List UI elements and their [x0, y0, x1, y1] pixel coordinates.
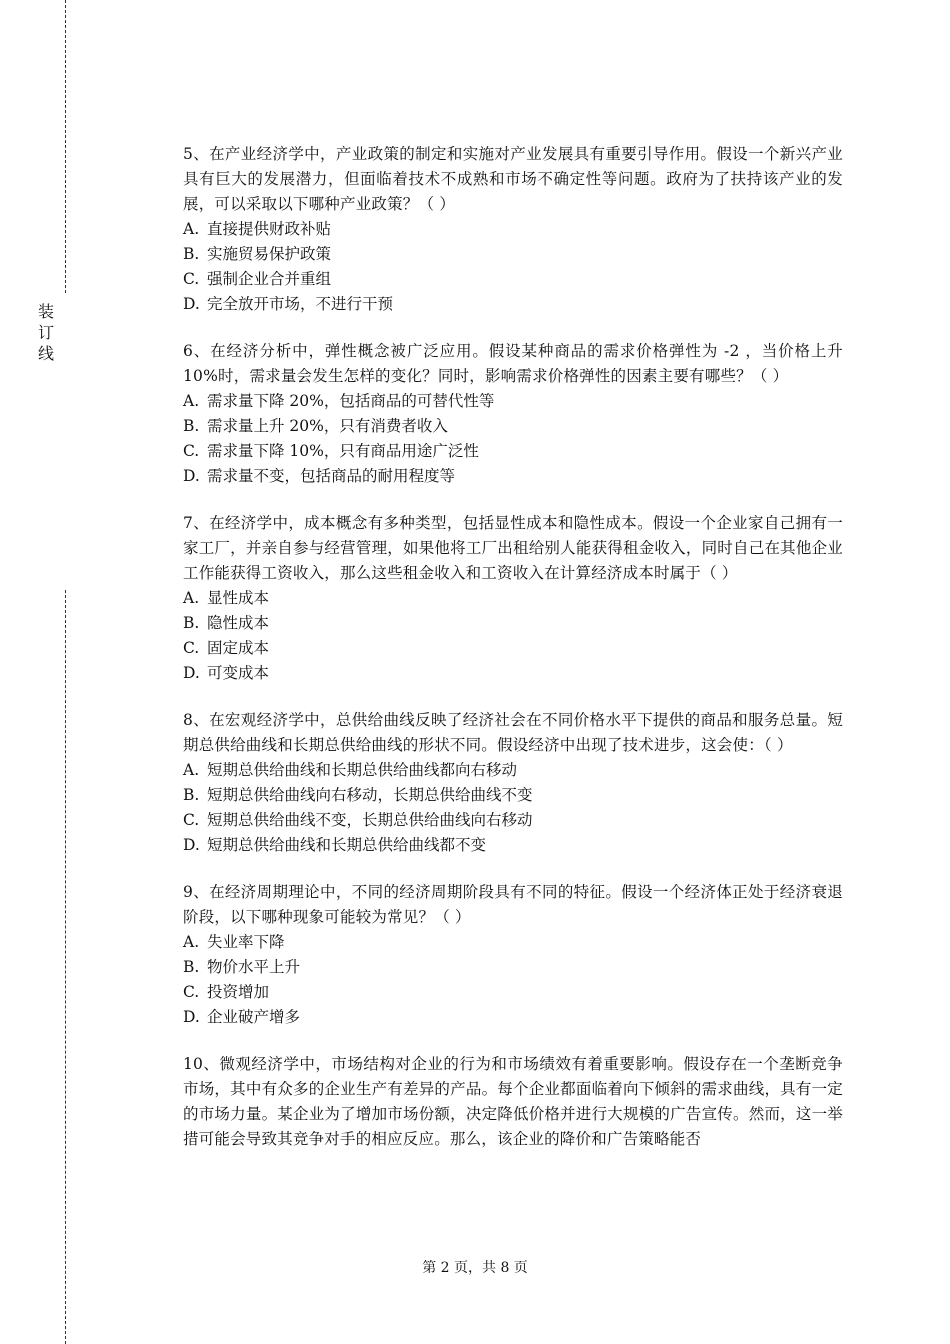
option-letter: C.: [183, 442, 200, 460]
question-stem: 8、在宏观经济学中，总供给曲线反映了经济社会在不同价格水平下提供的商品和服务总量。短期总供给曲线和长期总供给曲线的形状不同。假设经济中出现了技术进步，这会使：（ ）: [183, 711, 843, 754]
option-text: 完全放开市场，不进行干预: [207, 295, 394, 313]
option-b[interactable]: [183, 611, 843, 636]
option-letter: D.: [183, 1008, 200, 1026]
option-text: 固定成本: [207, 639, 270, 657]
option-letter: C.: [183, 811, 200, 829]
option-text: 需求量不变，包括商品的耐用程度等: [207, 467, 456, 485]
option-text: 实施贸易保护政策: [207, 245, 332, 263]
option-letter: C.: [183, 983, 200, 1001]
option-b[interactable]: [183, 242, 843, 267]
option-a[interactable]: [183, 217, 843, 242]
binding-line-bottom: [65, 590, 66, 1344]
option-text: 短期总供给曲线和长期总供给曲线都向右移动: [207, 761, 518, 779]
question-stem: 6、在经济分析中，弹性概念被广泛应用。假设某种商品的需求价格弹性为 -2 ，当价格上升 10%时，需求量会发生怎样的变化？同时，影响需求价格弹性的因素主要有哪些？（ ）: [183, 342, 843, 385]
option-letter: D.: [183, 664, 200, 682]
option-b[interactable]: [183, 414, 843, 439]
option-text: 短期总供给曲线和长期总供给曲线都不变: [207, 836, 487, 854]
option-a[interactable]: [183, 586, 843, 611]
option-c[interactable]: [183, 439, 843, 464]
option-d[interactable]: [183, 833, 843, 858]
option-letter: A.: [183, 933, 200, 951]
option-text: 隐性成本: [207, 614, 270, 632]
option-text: 短期总供给曲线不变，长期总供给曲线向右移动: [207, 811, 533, 829]
page-footer: 第 2 页，共 8 页: [422, 1260, 528, 1276]
question-8: [183, 708, 843, 858]
option-letter: A.: [183, 761, 200, 779]
option-letter: D.: [183, 295, 200, 313]
option-a[interactable]: [183, 389, 843, 414]
option-letter: A.: [183, 589, 200, 607]
option-letter: A.: [183, 392, 200, 410]
option-letter: C.: [183, 639, 200, 657]
option-text: 投资增加: [207, 983, 270, 1001]
option-text: 需求量下降 20%，包括商品的可替代性等: [207, 392, 495, 410]
question-list: [183, 142, 843, 1152]
question-9: [183, 880, 843, 1030]
option-c[interactable]: [183, 267, 843, 292]
option-c[interactable]: [183, 636, 843, 661]
option-c[interactable]: [183, 980, 843, 1005]
option-d[interactable]: [183, 1005, 843, 1030]
question-stem: 7、在经济学中，成本概念有多种类型，包括显性成本和隐性成本。假设一个企业家自己拥有一家工厂，并亲自参与经营管理，如果他将工厂出租给别人能获得租金收入，同时自己在其他企业工作能获得工资收入，那么这些租金收入和工资收入在计算经济成本时属于（ ）: [183, 514, 843, 582]
option-text: 可变成本: [207, 664, 270, 682]
option-text: 企业破产增多: [207, 1008, 301, 1026]
option-b[interactable]: [183, 955, 843, 980]
option-text: 物价水平上升: [207, 958, 301, 976]
question-10: [183, 1052, 843, 1152]
option-text: 强制企业合并重组: [207, 270, 332, 288]
binding-line-top: [65, 0, 66, 293]
option-letter: C.: [183, 270, 200, 288]
question-5: [183, 142, 843, 317]
option-text: 失业率下降: [207, 933, 285, 951]
option-text: 需求量下降 10%，只有商品用途广泛性: [207, 442, 479, 460]
option-text: 短期总供给曲线向右移动，长期总供给曲线不变: [207, 786, 533, 804]
option-text: 显性成本: [207, 589, 270, 607]
binding-label: [36, 301, 56, 364]
option-d[interactable]: [183, 661, 843, 686]
binding-char: 订: [37, 323, 54, 342]
option-text: 需求量上升 20%，只有消费者收入: [207, 417, 448, 435]
option-letter: B.: [183, 245, 200, 263]
option-letter: D.: [183, 836, 200, 854]
option-letter: B.: [183, 786, 200, 804]
option-c[interactable]: [183, 808, 843, 833]
question-stem: 10、微观经济学中，市场结构对企业的行为和市场绩效有着重要影响。假设存在一个垄断竞争市场，其中有众多的企业生产有差异的产品。每个企业都面临着向下倾斜的需求曲线，具有一定的市场力量。某企业为了增加市场份额，决定降低价格并进行大规模的广告宣传。然而，这一举措可能会导致其竞争对手的相应反应。那么，该企业的降价和广告策略能否: [183, 1055, 843, 1148]
option-a[interactable]: [183, 758, 843, 783]
option-letter: A.: [183, 220, 200, 238]
option-a[interactable]: [183, 930, 843, 955]
question-stem: 5、在产业经济学中，产业政策的制定和实施对产业发展具有重要引导作用。假设一个新兴产业具有巨大的发展潜力，但面临着技术不成熟和市场不确定性等问题。政府为了扶持该产业的发展，可以采取以下哪种产业政策？（ ）: [183, 145, 843, 213]
option-b[interactable]: [183, 783, 843, 808]
binding-char: 线: [37, 344, 54, 363]
option-text: 直接提供财政补贴: [207, 220, 332, 238]
binding-char: 装: [37, 302, 54, 321]
question-6: [183, 339, 843, 489]
option-d[interactable]: [183, 464, 843, 489]
option-letter: B.: [183, 958, 200, 976]
option-d[interactable]: [183, 292, 843, 317]
option-letter: B.: [183, 417, 200, 435]
option-letter: D.: [183, 467, 200, 485]
option-letter: B.: [183, 614, 200, 632]
question-7: [183, 511, 843, 686]
question-stem: 9、在经济周期理论中，不同的经济周期阶段具有不同的特征。假设一个经济体正处于经济衰退阶段，以下哪种现象可能较为常见？（ ）: [183, 883, 843, 926]
